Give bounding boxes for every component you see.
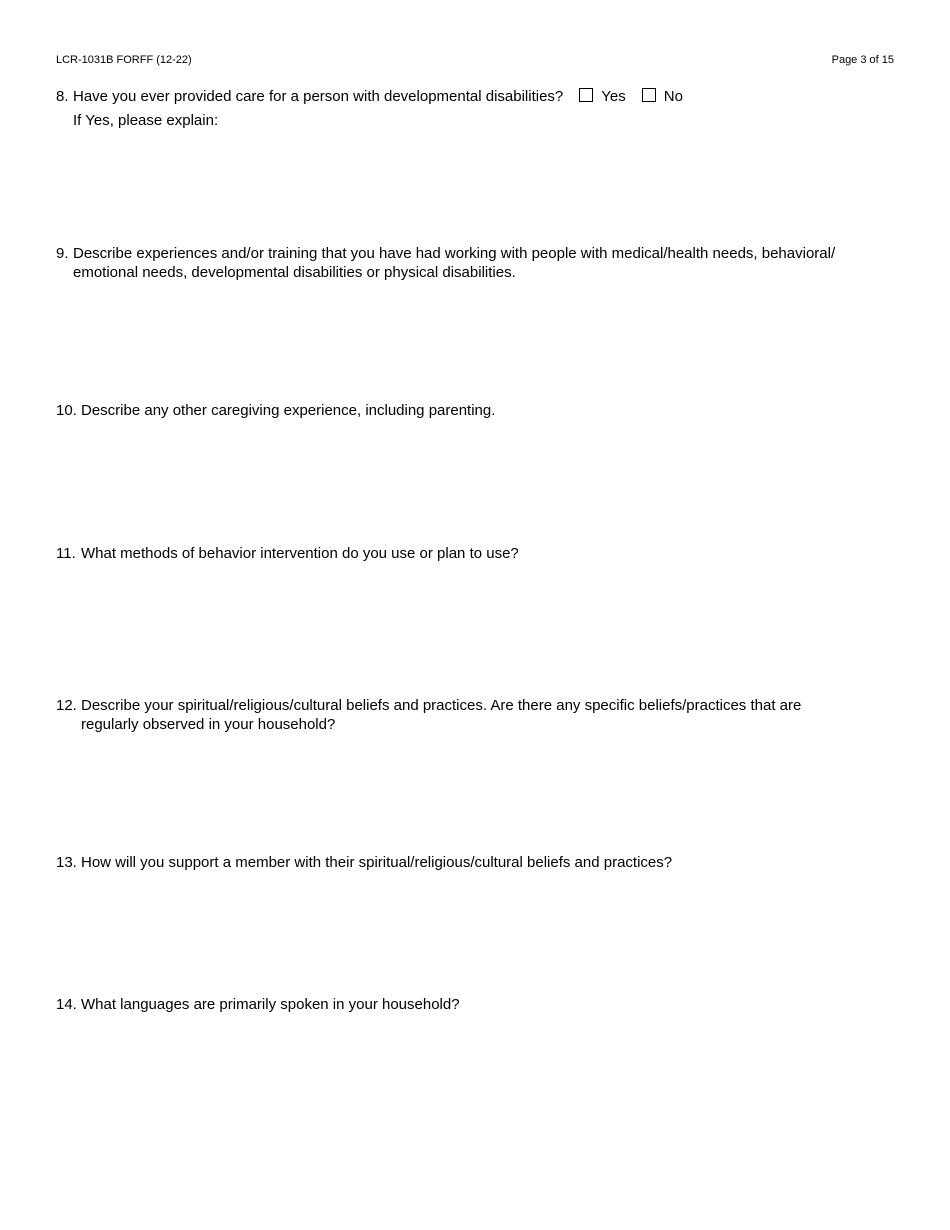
no-label: No xyxy=(663,88,683,105)
question-14-answer-area[interactable] xyxy=(81,1020,893,1170)
question-8-number: 8. xyxy=(56,88,69,105)
question-10-number: 10. xyxy=(56,402,77,419)
question-8 xyxy=(56,87,699,106)
question-8-text: Have you ever provided care for a person with developmental disabilities? xyxy=(73,88,564,105)
question-9-number: 9. xyxy=(56,245,69,262)
question-13-text: How will you support a member with their spiritual/religious/cultural beliefs and practices? xyxy=(81,854,673,871)
question-8-answer-area[interactable] xyxy=(73,134,893,234)
question-12-text-line2: regularly observed in your household? xyxy=(81,716,336,733)
question-11-answer-area[interactable] xyxy=(81,569,893,684)
question-14-number: 14. xyxy=(56,996,77,1013)
question-12-text-line1: Describe your spiritual/religious/cultural beliefs and practices. Are there any specific beliefs/practices that are xyxy=(81,697,802,714)
question-9-text-line2: emotional needs, developmental disabilities or physical disabilities. xyxy=(73,264,516,281)
question-11 xyxy=(56,544,519,563)
form-id: LCR-1031B FORFF (12-22) xyxy=(56,54,192,66)
question-9 xyxy=(56,244,835,282)
question-12 xyxy=(56,696,801,734)
question-11-number: 11. xyxy=(56,545,76,562)
yes-checkbox[interactable] xyxy=(579,88,593,102)
question-8-options xyxy=(579,87,699,106)
question-13-number: 13. xyxy=(56,854,77,871)
question-12-number: 12. xyxy=(56,697,77,714)
question-8-followup: If Yes, please explain: xyxy=(73,112,219,129)
question-10 xyxy=(56,401,495,420)
no-checkbox[interactable] xyxy=(642,88,656,102)
page-number: Page 3 of 15 xyxy=(831,54,894,66)
question-10-answer-area[interactable] xyxy=(81,426,893,536)
question-12-answer-area[interactable] xyxy=(81,742,893,847)
question-11-text: What methods of behavior intervention do you use or plan to use? xyxy=(81,545,519,562)
question-13 xyxy=(56,853,672,872)
question-14-text: What languages are primarily spoken in your household? xyxy=(81,996,460,1013)
question-13-answer-area[interactable] xyxy=(81,878,893,988)
yes-label: Yes xyxy=(601,88,626,105)
question-9-answer-area[interactable] xyxy=(73,290,893,390)
question-9-text-line1: Describe experiences and/or training that you have had working with people with medical/health needs, behavioral/ xyxy=(73,245,836,262)
question-10-text: Describe any other caregiving experience, including parenting. xyxy=(81,402,496,419)
question-14 xyxy=(56,995,460,1014)
